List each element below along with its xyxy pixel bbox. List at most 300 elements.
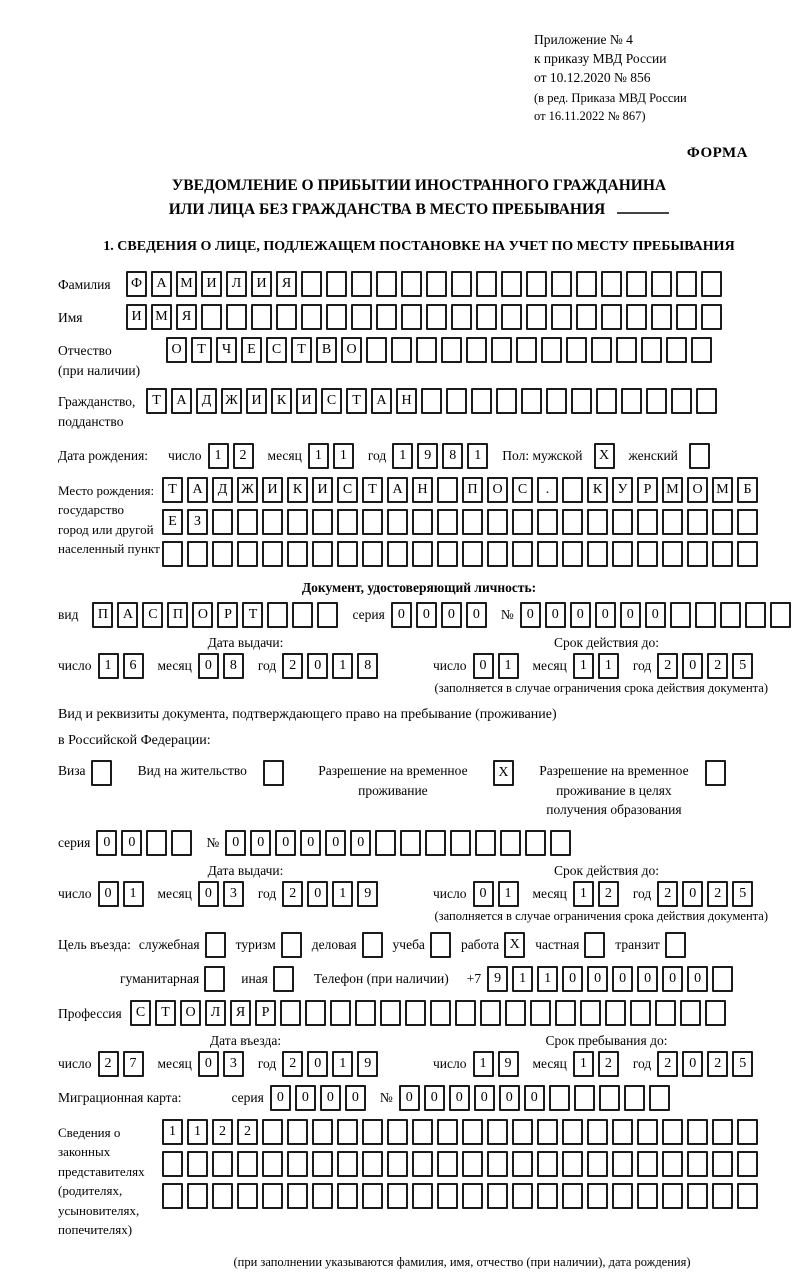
char-cell[interactable] <box>737 1151 758 1177</box>
char-cell[interactable] <box>551 271 572 297</box>
char-cell[interactable] <box>437 1183 458 1209</box>
char-cell[interactable] <box>530 1000 551 1026</box>
char-cell[interactable] <box>237 1183 258 1209</box>
char-cell[interactable]: И <box>296 388 317 414</box>
char-cell[interactable]: Б <box>737 477 758 503</box>
char-cell[interactable]: 9 <box>498 1051 519 1077</box>
char-cell[interactable] <box>562 509 583 535</box>
char-cell[interactable] <box>512 541 533 567</box>
char-cell[interactable] <box>187 541 208 567</box>
char-cell[interactable]: 2 <box>707 1051 728 1077</box>
char-cell[interactable]: 0 <box>320 1085 341 1111</box>
char-cell[interactable]: М <box>151 304 172 330</box>
char-cell[interactable] <box>687 1119 708 1145</box>
char-cell[interactable]: 6 <box>123 653 144 679</box>
char-cell[interactable] <box>287 541 308 567</box>
char-cell[interactable] <box>651 304 672 330</box>
char-cell[interactable]: 0 <box>570 602 591 628</box>
char-cell[interactable]: 0 <box>474 1085 495 1111</box>
char-cell[interactable]: 0 <box>620 602 641 628</box>
char-cell[interactable]: 8 <box>223 653 244 679</box>
char-cell[interactable] <box>437 541 458 567</box>
char-cell[interactable] <box>201 304 222 330</box>
char-cell[interactable] <box>562 1151 583 1177</box>
char-cell[interactable]: Т <box>146 388 167 414</box>
char-cell[interactable]: 1 <box>162 1119 183 1145</box>
char-cell[interactable]: 1 <box>537 966 558 992</box>
char-cell[interactable] <box>712 541 733 567</box>
char-cell[interactable]: 0 <box>350 830 371 856</box>
char-cell[interactable]: 0 <box>524 1085 545 1111</box>
char-cell[interactable] <box>676 304 697 330</box>
char-cell[interactable]: С <box>266 337 287 363</box>
char-cell[interactable]: И <box>251 271 272 297</box>
char-cell[interactable]: А <box>371 388 392 414</box>
char-cell[interactable] <box>612 541 633 567</box>
char-cell[interactable] <box>626 304 647 330</box>
char-cell[interactable] <box>621 388 642 414</box>
char-cell[interactable]: Т <box>346 388 367 414</box>
char-cell[interactable] <box>426 304 447 330</box>
char-cell[interactable]: 2 <box>237 1119 258 1145</box>
char-cell[interactable] <box>662 509 683 535</box>
char-cell[interactable]: 0 <box>595 602 616 628</box>
char-cell[interactable]: 9 <box>487 966 508 992</box>
char-cell[interactable] <box>712 509 733 535</box>
char-cell[interactable] <box>412 1119 433 1145</box>
char-cell[interactable] <box>676 271 697 297</box>
char-cell[interactable]: Я <box>276 271 297 297</box>
char-cell[interactable] <box>326 271 347 297</box>
char-cell[interactable] <box>471 388 492 414</box>
char-cell[interactable] <box>596 388 617 414</box>
char-cell[interactable]: 0 <box>562 966 583 992</box>
char-cell[interactable]: 0 <box>682 653 703 679</box>
char-cell[interactable]: 1 <box>123 881 144 907</box>
char-cell[interactable]: 1 <box>333 443 354 469</box>
char-cell[interactable] <box>512 1151 533 1177</box>
char-cell[interactable] <box>662 541 683 567</box>
char-cell[interactable] <box>601 304 622 330</box>
char-cell[interactable] <box>687 541 708 567</box>
char-cell[interactable] <box>412 541 433 567</box>
char-cell[interactable]: О <box>166 337 187 363</box>
char-cell[interactable] <box>649 1085 670 1111</box>
char-cell[interactable]: 1 <box>98 653 119 679</box>
char-cell[interactable] <box>387 509 408 535</box>
char-cell[interactable]: 2 <box>212 1119 233 1145</box>
char-cell[interactable]: Т <box>291 337 312 363</box>
char-cell[interactable] <box>587 1119 608 1145</box>
char-cell[interactable]: 0 <box>295 1085 316 1111</box>
char-cell[interactable] <box>501 271 522 297</box>
char-cell[interactable]: 0 <box>307 1051 328 1077</box>
char-cell[interactable] <box>712 1119 733 1145</box>
char-cell[interactable]: Т <box>191 337 212 363</box>
char-cell[interactable] <box>462 1119 483 1145</box>
char-cell[interactable]: 9 <box>357 881 378 907</box>
char-cell[interactable]: 0 <box>345 1085 366 1111</box>
gender-female-checkbox[interactable] <box>689 443 710 469</box>
char-cell[interactable] <box>496 388 517 414</box>
char-cell[interactable] <box>262 1183 283 1209</box>
char-cell[interactable]: О <box>180 1000 201 1026</box>
char-cell[interactable]: 0 <box>225 830 246 856</box>
char-cell[interactable] <box>337 541 358 567</box>
char-cell[interactable] <box>770 602 791 628</box>
char-cell[interactable] <box>655 1000 676 1026</box>
char-cell[interactable]: 5 <box>732 1051 753 1077</box>
char-cell[interactable] <box>487 1119 508 1145</box>
char-cell[interactable]: Е <box>162 509 183 535</box>
char-cell[interactable] <box>312 541 333 567</box>
char-cell[interactable]: 2 <box>657 653 678 679</box>
char-cell[interactable]: С <box>142 602 163 628</box>
char-cell[interactable] <box>587 541 608 567</box>
char-cell[interactable] <box>441 337 462 363</box>
char-cell[interactable]: 0 <box>325 830 346 856</box>
char-cell[interactable]: Д <box>196 388 217 414</box>
char-cell[interactable]: 0 <box>473 881 494 907</box>
char-cell[interactable] <box>541 337 562 363</box>
char-cell[interactable]: И <box>126 304 147 330</box>
char-cell[interactable]: 0 <box>275 830 296 856</box>
char-cell[interactable] <box>262 509 283 535</box>
char-cell[interactable] <box>546 388 567 414</box>
char-cell[interactable] <box>662 1151 683 1177</box>
char-cell[interactable]: 0 <box>466 602 487 628</box>
char-cell[interactable]: С <box>130 1000 151 1026</box>
char-cell[interactable] <box>737 1119 758 1145</box>
char-cell[interactable] <box>162 1151 183 1177</box>
char-cell[interactable] <box>695 602 716 628</box>
char-cell[interactable]: 0 <box>424 1085 445 1111</box>
char-cell[interactable] <box>551 304 572 330</box>
char-cell[interactable] <box>571 388 592 414</box>
char-cell[interactable] <box>405 1000 426 1026</box>
char-cell[interactable]: 2 <box>98 1051 119 1077</box>
char-cell[interactable] <box>562 477 583 503</box>
char-cell[interactable]: 0 <box>270 1085 291 1111</box>
char-cell[interactable] <box>512 1183 533 1209</box>
char-cell[interactable]: 2 <box>707 881 728 907</box>
char-cell[interactable]: Ф <box>126 271 147 297</box>
char-cell[interactable] <box>317 602 338 628</box>
char-cell[interactable]: 0 <box>198 881 219 907</box>
char-cell[interactable] <box>262 1151 283 1177</box>
char-cell[interactable]: 1 <box>498 653 519 679</box>
char-cell[interactable] <box>480 1000 501 1026</box>
char-cell[interactable] <box>701 271 722 297</box>
char-cell[interactable] <box>537 1151 558 1177</box>
official-checkbox[interactable] <box>205 932 226 958</box>
char-cell[interactable] <box>362 1119 383 1145</box>
char-cell[interactable]: И <box>262 477 283 503</box>
char-cell[interactable] <box>601 271 622 297</box>
char-cell[interactable]: Н <box>396 388 417 414</box>
char-cell[interactable] <box>387 541 408 567</box>
char-cell[interactable] <box>587 1183 608 1209</box>
char-cell[interactable]: 1 <box>473 1051 494 1077</box>
char-cell[interactable] <box>391 337 412 363</box>
char-cell[interactable] <box>400 830 421 856</box>
temporary-residence-education-checkbox[interactable] <box>705 760 726 786</box>
char-cell[interactable]: О <box>192 602 213 628</box>
char-cell[interactable] <box>521 388 542 414</box>
char-cell[interactable] <box>566 337 587 363</box>
char-cell[interactable]: Е <box>241 337 262 363</box>
char-cell[interactable] <box>537 1119 558 1145</box>
char-cell[interactable] <box>312 1119 333 1145</box>
char-cell[interactable] <box>687 1183 708 1209</box>
char-cell[interactable] <box>662 1119 683 1145</box>
char-cell[interactable] <box>712 1151 733 1177</box>
char-cell[interactable]: 2 <box>657 1051 678 1077</box>
char-cell[interactable]: 1 <box>467 443 488 469</box>
char-cell[interactable] <box>146 830 167 856</box>
char-cell[interactable]: Л <box>226 271 247 297</box>
char-cell[interactable] <box>637 1151 658 1177</box>
char-cell[interactable] <box>466 337 487 363</box>
char-cell[interactable]: А <box>387 477 408 503</box>
business-checkbox[interactable] <box>362 932 383 958</box>
char-cell[interactable] <box>251 304 272 330</box>
char-cell[interactable] <box>162 1183 183 1209</box>
char-cell[interactable]: 0 <box>399 1085 420 1111</box>
char-cell[interactable]: А <box>117 602 138 628</box>
char-cell[interactable]: 9 <box>417 443 438 469</box>
char-cell[interactable]: М <box>662 477 683 503</box>
char-cell[interactable]: 0 <box>499 1085 520 1111</box>
char-cell[interactable] <box>537 509 558 535</box>
char-cell[interactable]: 0 <box>121 830 142 856</box>
char-cell[interactable] <box>287 509 308 535</box>
char-cell[interactable] <box>426 271 447 297</box>
char-cell[interactable]: 0 <box>682 881 703 907</box>
char-cell[interactable] <box>671 388 692 414</box>
char-cell[interactable] <box>437 1119 458 1145</box>
char-cell[interactable]: 9 <box>357 1051 378 1077</box>
char-cell[interactable] <box>437 509 458 535</box>
char-cell[interactable]: З <box>187 509 208 535</box>
char-cell[interactable] <box>612 1151 633 1177</box>
char-cell[interactable]: 0 <box>198 653 219 679</box>
char-cell[interactable] <box>162 541 183 567</box>
char-cell[interactable]: 2 <box>282 653 303 679</box>
char-cell[interactable]: 1 <box>332 653 353 679</box>
char-cell[interactable]: 0 <box>682 1051 703 1077</box>
char-cell[interactable] <box>312 509 333 535</box>
char-cell[interactable] <box>337 509 358 535</box>
char-cell[interactable] <box>280 1000 301 1026</box>
char-cell[interactable] <box>574 1085 595 1111</box>
char-cell[interactable] <box>292 602 313 628</box>
char-cell[interactable]: 0 <box>587 966 608 992</box>
char-cell[interactable] <box>355 1000 376 1026</box>
char-cell[interactable]: В <box>316 337 337 363</box>
char-cell[interactable] <box>362 541 383 567</box>
char-cell[interactable]: 1 <box>187 1119 208 1145</box>
char-cell[interactable] <box>720 602 741 628</box>
char-cell[interactable]: 0 <box>391 602 412 628</box>
char-cell[interactable]: 0 <box>662 966 683 992</box>
char-cell[interactable]: У <box>612 477 633 503</box>
char-cell[interactable]: И <box>201 271 222 297</box>
char-cell[interactable]: Я <box>230 1000 251 1026</box>
char-cell[interactable] <box>637 541 658 567</box>
char-cell[interactable]: 0 <box>473 653 494 679</box>
char-cell[interactable] <box>637 509 658 535</box>
char-cell[interactable] <box>612 1183 633 1209</box>
char-cell[interactable]: 8 <box>357 653 378 679</box>
char-cell[interactable]: С <box>321 388 342 414</box>
char-cell[interactable] <box>516 337 537 363</box>
char-cell[interactable] <box>305 1000 326 1026</box>
char-cell[interactable]: О <box>487 477 508 503</box>
char-cell[interactable]: 2 <box>598 881 619 907</box>
char-cell[interactable] <box>262 1119 283 1145</box>
char-cell[interactable]: П <box>462 477 483 503</box>
char-cell[interactable]: Ж <box>237 477 258 503</box>
char-cell[interactable] <box>637 1183 658 1209</box>
char-cell[interactable]: К <box>271 388 292 414</box>
char-cell[interactable]: Р <box>255 1000 276 1026</box>
char-cell[interactable] <box>670 602 691 628</box>
char-cell[interactable] <box>237 509 258 535</box>
char-cell[interactable] <box>287 1119 308 1145</box>
char-cell[interactable] <box>380 1000 401 1026</box>
char-cell[interactable] <box>437 1151 458 1177</box>
char-cell[interactable] <box>605 1000 626 1026</box>
char-cell[interactable] <box>626 271 647 297</box>
char-cell[interactable]: Ж <box>221 388 242 414</box>
char-cell[interactable]: С <box>512 477 533 503</box>
char-cell[interactable] <box>576 304 597 330</box>
char-cell[interactable]: А <box>171 388 192 414</box>
char-cell[interactable] <box>641 337 662 363</box>
char-cell[interactable] <box>455 1000 476 1026</box>
temporary-residence-checkbox[interactable]: X <box>493 760 514 786</box>
char-cell[interactable]: 2 <box>282 881 303 907</box>
char-cell[interactable] <box>287 1183 308 1209</box>
char-cell[interactable]: Т <box>155 1000 176 1026</box>
other-purpose-checkbox[interactable] <box>273 966 294 992</box>
char-cell[interactable] <box>212 541 233 567</box>
transit-checkbox[interactable] <box>665 932 686 958</box>
char-cell[interactable]: Т <box>362 477 383 503</box>
char-cell[interactable]: Т <box>242 602 263 628</box>
char-cell[interactable] <box>562 1119 583 1145</box>
char-cell[interactable]: Ч <box>216 337 237 363</box>
char-cell[interactable] <box>401 304 422 330</box>
char-cell[interactable] <box>487 541 508 567</box>
char-cell[interactable] <box>701 304 722 330</box>
char-cell[interactable] <box>737 1183 758 1209</box>
char-cell[interactable] <box>705 1000 726 1026</box>
char-cell[interactable] <box>550 830 571 856</box>
char-cell[interactable] <box>171 830 192 856</box>
char-cell[interactable] <box>226 304 247 330</box>
char-cell[interactable] <box>501 304 522 330</box>
char-cell[interactable] <box>362 1183 383 1209</box>
char-cell[interactable]: Н <box>412 477 433 503</box>
char-cell[interactable] <box>287 1151 308 1177</box>
gender-male-checkbox[interactable]: X <box>594 443 615 469</box>
char-cell[interactable]: К <box>287 477 308 503</box>
char-cell[interactable]: 0 <box>416 602 437 628</box>
char-cell[interactable] <box>591 337 612 363</box>
char-cell[interactable] <box>375 830 396 856</box>
char-cell[interactable] <box>696 388 717 414</box>
char-cell[interactable] <box>446 388 467 414</box>
char-cell[interactable] <box>326 304 347 330</box>
char-cell[interactable]: О <box>687 477 708 503</box>
char-cell[interactable] <box>476 271 497 297</box>
char-cell[interactable]: 1 <box>308 443 329 469</box>
char-cell[interactable]: А <box>151 271 172 297</box>
char-cell[interactable] <box>421 388 442 414</box>
char-cell[interactable] <box>276 304 297 330</box>
char-cell[interactable]: 1 <box>332 881 353 907</box>
char-cell[interactable] <box>262 541 283 567</box>
char-cell[interactable]: 0 <box>98 881 119 907</box>
char-cell[interactable]: 0 <box>250 830 271 856</box>
char-cell[interactable]: 1 <box>573 881 594 907</box>
char-cell[interactable] <box>587 509 608 535</box>
char-cell[interactable] <box>301 304 322 330</box>
char-cell[interactable]: 1 <box>512 966 533 992</box>
char-cell[interactable]: И <box>312 477 333 503</box>
char-cell[interactable] <box>562 541 583 567</box>
char-cell[interactable] <box>387 1183 408 1209</box>
char-cell[interactable] <box>387 1119 408 1145</box>
char-cell[interactable] <box>737 509 758 535</box>
char-cell[interactable]: 0 <box>307 653 328 679</box>
char-cell[interactable]: 5 <box>732 881 753 907</box>
char-cell[interactable]: 0 <box>645 602 666 628</box>
char-cell[interactable] <box>475 830 496 856</box>
char-cell[interactable] <box>237 1151 258 1177</box>
char-cell[interactable] <box>745 602 766 628</box>
residence-permit-checkbox[interactable] <box>263 760 284 786</box>
char-cell[interactable] <box>416 337 437 363</box>
private-checkbox[interactable] <box>584 932 605 958</box>
char-cell[interactable] <box>450 830 471 856</box>
char-cell[interactable]: 0 <box>96 830 117 856</box>
char-cell[interactable] <box>630 1000 651 1026</box>
char-cell[interactable] <box>401 271 422 297</box>
char-cell[interactable]: А <box>187 477 208 503</box>
char-cell[interactable]: 0 <box>545 602 566 628</box>
char-cell[interactable]: Л <box>205 1000 226 1026</box>
char-cell[interactable]: 0 <box>307 881 328 907</box>
char-cell[interactable]: 1 <box>598 653 619 679</box>
char-cell[interactable] <box>301 271 322 297</box>
char-cell[interactable]: 2 <box>598 1051 619 1077</box>
char-cell[interactable] <box>691 337 712 363</box>
char-cell[interactable] <box>512 1119 533 1145</box>
char-cell[interactable] <box>462 1183 483 1209</box>
char-cell[interactable] <box>491 337 512 363</box>
char-cell[interactable] <box>487 1151 508 1177</box>
char-cell[interactable] <box>412 1151 433 1177</box>
char-cell[interactable] <box>712 966 733 992</box>
char-cell[interactable] <box>646 388 667 414</box>
char-cell[interactable]: 0 <box>520 602 541 628</box>
char-cell[interactable] <box>687 509 708 535</box>
char-cell[interactable] <box>462 541 483 567</box>
char-cell[interactable] <box>526 271 547 297</box>
